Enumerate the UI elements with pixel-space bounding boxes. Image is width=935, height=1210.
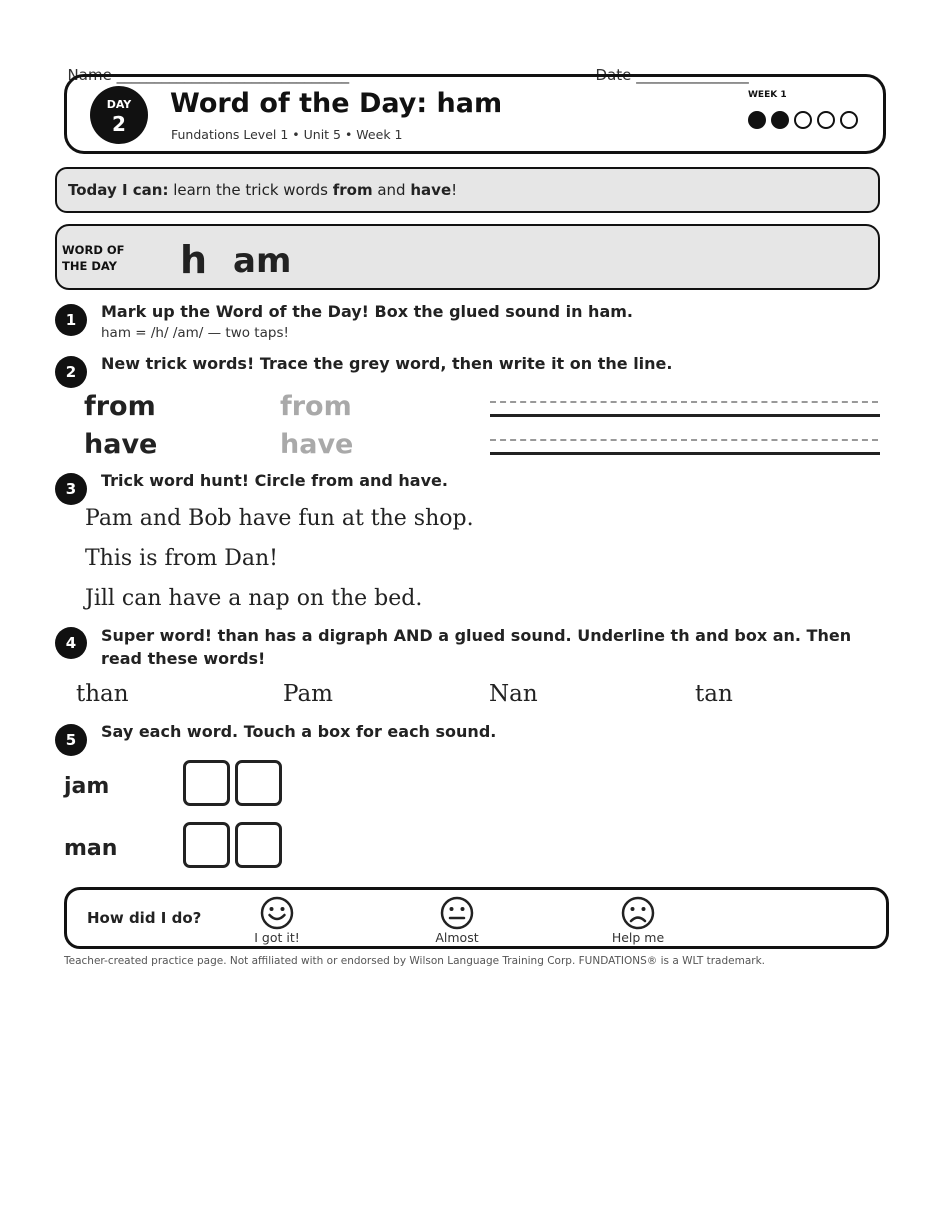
sound-box[interactable]: [183, 822, 230, 868]
read-word-nan[interactable]: Nan: [489, 681, 538, 707]
section-4-instruction-line2: read these words!: [101, 649, 266, 668]
sound-word-jam: jam: [64, 774, 110, 799]
section-1-instruction: Mark up the Word of the Day! Box the glued sound in ham.: [101, 302, 633, 321]
option-label-help-me: Help me: [611, 930, 665, 945]
sound-box[interactable]: [235, 822, 282, 868]
happy-face-icon[interactable]: [260, 896, 294, 930]
wod-label-line1: WORD OF: [62, 243, 125, 257]
sound-box[interactable]: [183, 760, 230, 806]
self-check-question: How did I do?: [87, 909, 202, 927]
sad-face-icon[interactable]: [621, 896, 655, 930]
day-badge: [90, 86, 148, 144]
writing-guide-dashed: [490, 401, 878, 403]
progress-dot-empty: [794, 111, 812, 129]
option-label-got-it: I got it!: [254, 930, 300, 945]
trace-word-have[interactable]: have: [280, 429, 354, 460]
day-number: 2: [112, 112, 126, 136]
word-of-day-box: [55, 224, 880, 290]
goal-word2: have: [410, 181, 452, 199]
progress-dot-empty: [840, 111, 858, 129]
writing-line-have[interactable]: [490, 452, 880, 455]
section-5-number: 5: [55, 724, 87, 756]
section-3-instruction: Trick word hunt! Circle from and have.: [101, 471, 448, 490]
section-4-instruction-line1: Super word! than has a digraph AND a glued sound. Underline th and box an. Then: [101, 626, 852, 645]
date-line: _______________: [636, 66, 749, 84]
goal-prefix: Today I can:: [68, 181, 169, 199]
section-4-number: 4: [55, 627, 87, 659]
week-label: WEEK 1: [748, 90, 787, 100]
goal-part1: learn the trick words: [168, 181, 333, 199]
section-1-number: 1: [55, 304, 87, 336]
page-subtitle: Fundations Level 1 • Unit 5 • Week 1: [171, 127, 403, 142]
sound-box[interactable]: [235, 760, 282, 806]
day-label: DAY: [106, 98, 132, 111]
progress-dot-filled: [748, 111, 766, 129]
writing-guide-dashed: [490, 439, 878, 441]
word-of-day-letter-h[interactable]: h: [180, 238, 208, 282]
section-1-sub: ham = /h/ /am/ — two taps!: [101, 325, 289, 341]
read-word-pam[interactable]: Pam: [283, 681, 333, 707]
wod-label-line2: THE DAY: [62, 259, 118, 273]
name-label: Name: [67, 66, 112, 84]
hunt-sentence-2[interactable]: This is from Dan!: [85, 546, 279, 571]
name-line: _______________________________: [116, 66, 350, 84]
word-of-day-glued-am[interactable]: am: [233, 241, 292, 281]
section-3-number: 3: [55, 473, 87, 505]
trick-word-have: have: [84, 429, 158, 460]
sound-word-man: man: [64, 836, 118, 861]
date-label: Date: [595, 66, 632, 84]
option-label-almost: Almost: [435, 930, 479, 945]
hunt-sentence-3[interactable]: Jill can have a nap on the bed.: [85, 586, 423, 611]
goal-word1: from: [332, 181, 373, 199]
section-2-instruction: New trick words! Trace the grey word, then write it on the line.: [101, 354, 673, 373]
goal-part3: !: [451, 181, 458, 199]
read-word-than[interactable]: than: [76, 681, 129, 707]
writing-line-from[interactable]: [490, 414, 880, 417]
read-word-tan[interactable]: tan: [695, 681, 733, 707]
trace-word-from[interactable]: from: [280, 391, 352, 422]
goal-part2: and: [372, 181, 411, 199]
goal-text: [68, 181, 457, 199]
neutral-face-icon[interactable]: [440, 896, 474, 930]
trick-word-from: from: [84, 391, 156, 422]
section-2-number: 2: [55, 356, 87, 388]
word-of-day-label: [62, 242, 125, 274]
progress-dot-filled: [771, 111, 789, 129]
progress-dot-empty: [817, 111, 835, 129]
footer-disclaimer: Teacher-created practice page. Not affiliated with or endorsed by Wilson Language Training Corp. FUNDATIONS® is a WLT trademark.: [64, 955, 766, 967]
section-5-instruction: Say each word. Touch a box for each sound.: [101, 722, 497, 741]
page-title: Word of the Day: ham: [170, 88, 503, 119]
hunt-sentence-1[interactable]: Pam and Bob have fun at the shop.: [85, 506, 474, 531]
